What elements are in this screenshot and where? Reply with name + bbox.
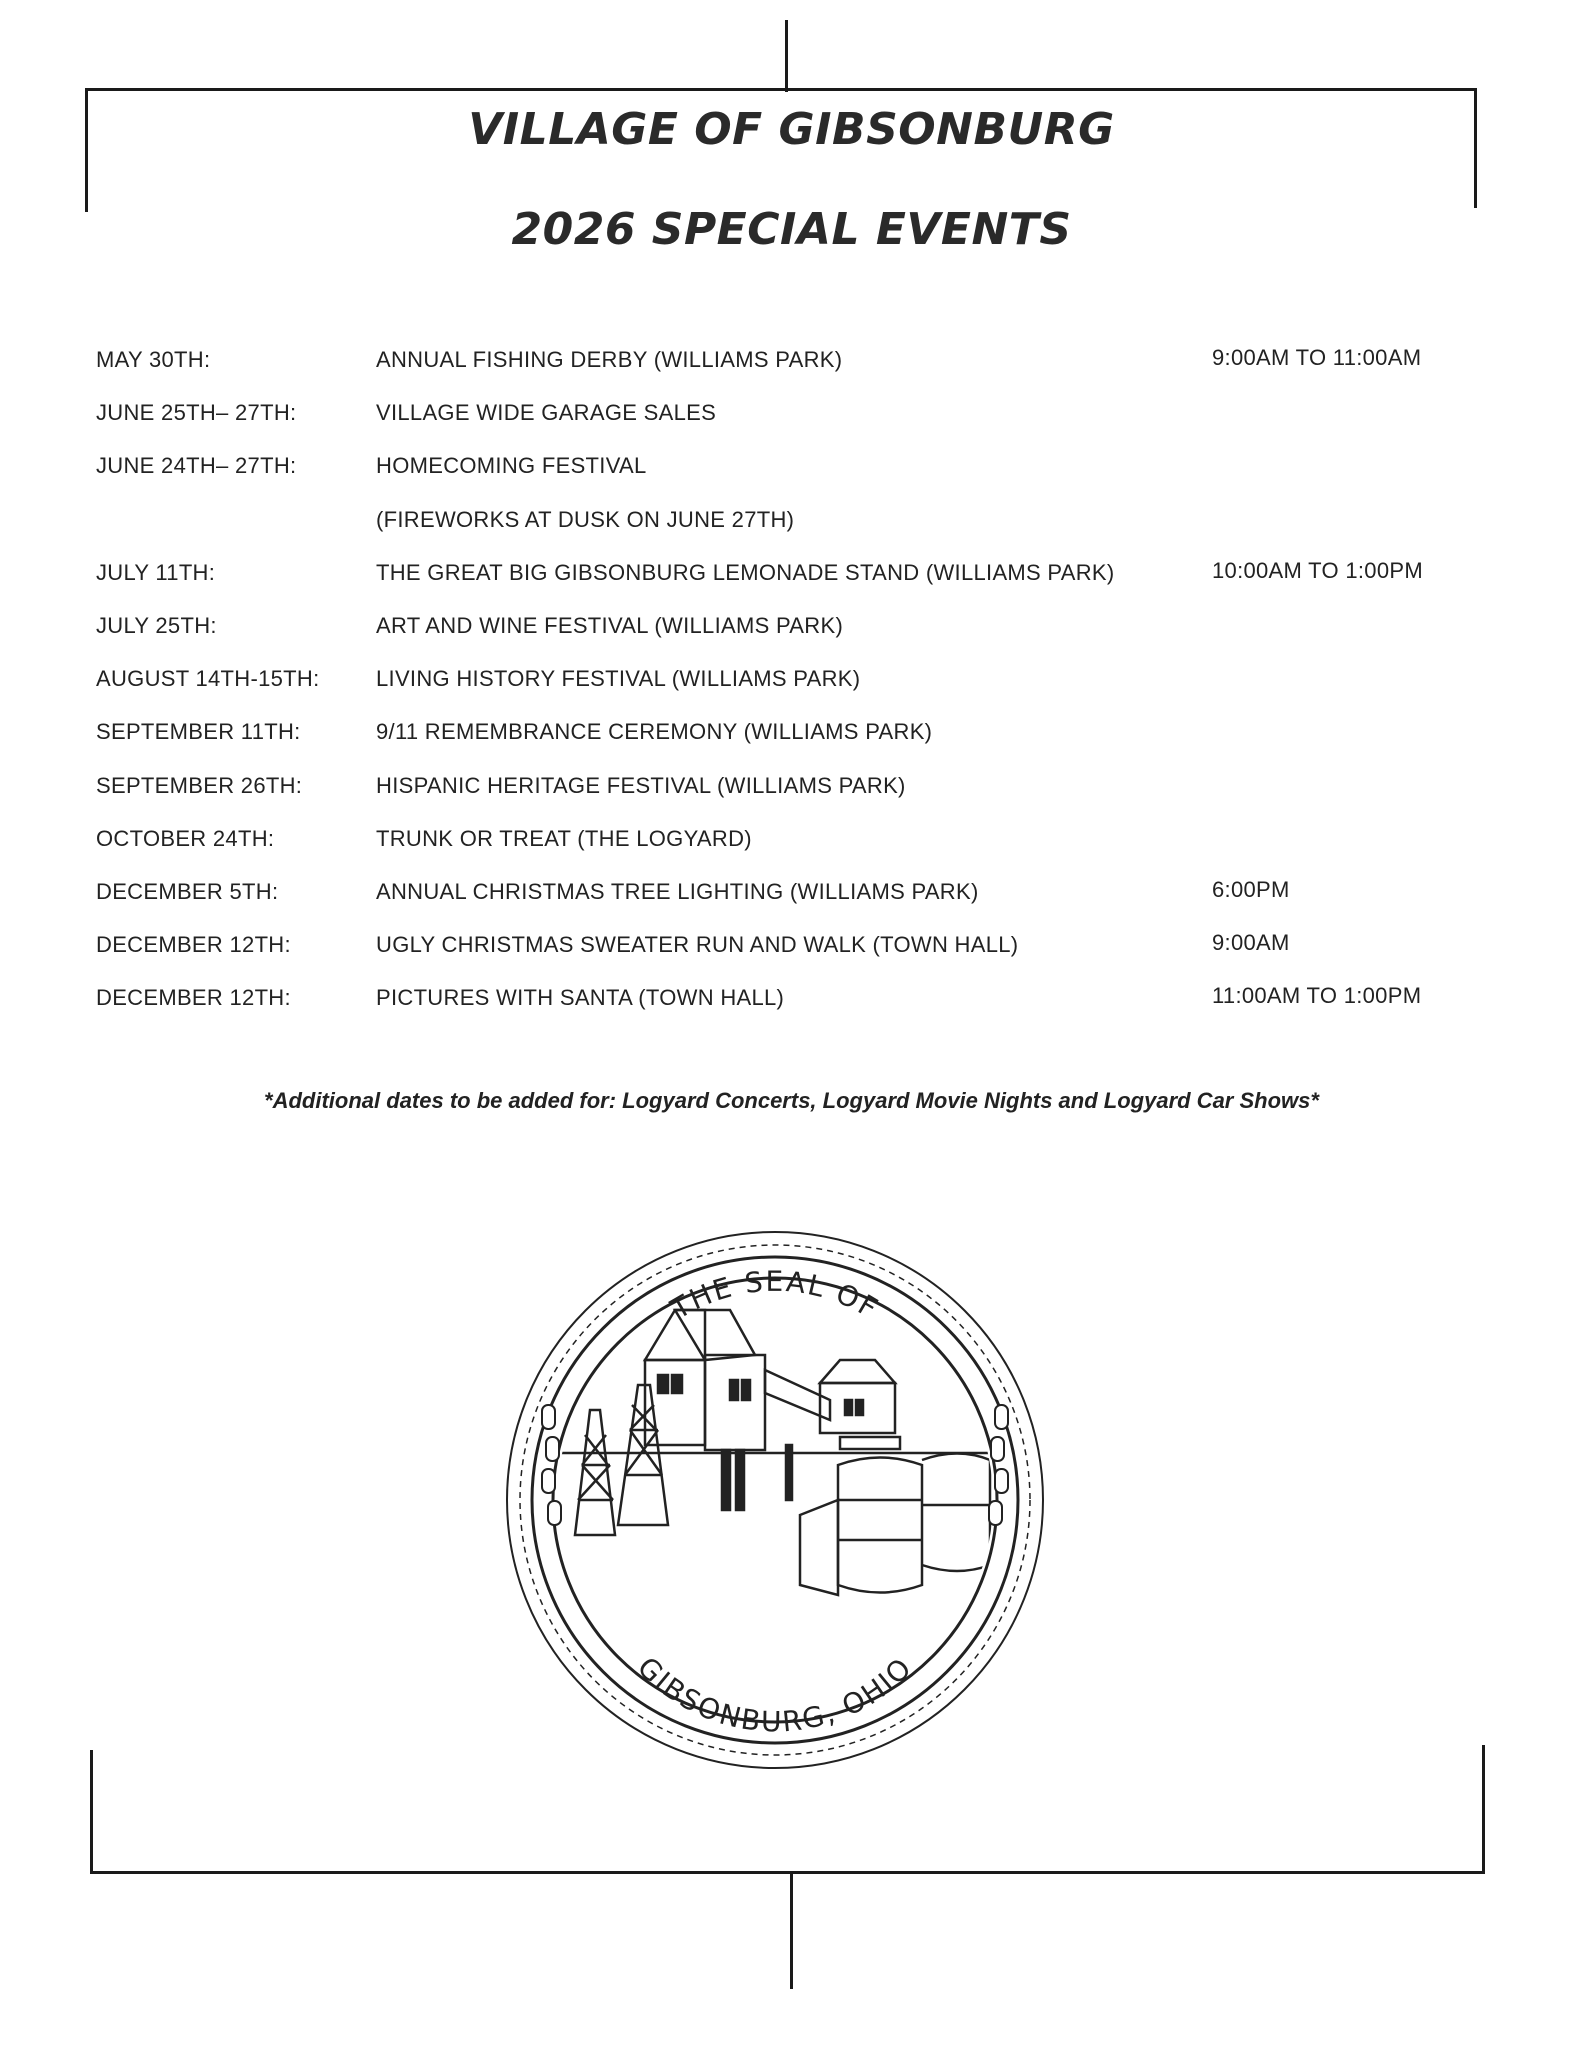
seal-top-text: THE SEAL OF	[665, 1264, 885, 1326]
event-date: SEPTEMBER 26TH:	[96, 773, 303, 798]
event-date: DECEMBER 5TH:	[96, 879, 279, 904]
event-name: PICTURES WITH SANTA (TOWN HALL)	[376, 985, 785, 1010]
event-time: 10:00AM TO 1:00PM	[1212, 558, 1423, 583]
event-name: LIVING HISTORY FESTIVAL (WILLIAMS PARK)	[376, 666, 861, 691]
bottom-bracket-stem	[790, 1871, 793, 1989]
event-name: HISPANIC HERITAGE FESTIVAL (WILLIAMS PARK)	[376, 773, 906, 798]
event-time: 9:00AM	[1212, 930, 1290, 955]
event-name: 9/11 REMEMBRANCE CEREMONY (WILLIAMS PARK)	[376, 719, 933, 744]
event-name: HOMECOMING FESTIVAL	[376, 453, 647, 478]
event-date: JULY 11TH:	[96, 560, 216, 585]
event-date: DECEMBER 12TH:	[96, 932, 291, 957]
event-name: (FIREWORKS AT DUSK ON JUNE 27TH)	[376, 507, 795, 532]
event-name: ANNUAL CHRISTMAS TREE LIGHTING (WILLIAMS PARK)	[376, 879, 979, 904]
additional-dates-note: *Additional dates to be added for: Logyard Concerts, Logyard Movie Nights and Logyard Car Shows*	[264, 1088, 1319, 1113]
village-seal	[490, 1215, 1060, 1785]
event-name: ART AND WINE FESTIVAL (WILLIAMS PARK)	[376, 613, 844, 638]
bottom-bracket-right-leg	[1482, 1745, 1485, 1873]
bottom-bracket-left-leg	[90, 1750, 93, 1874]
seal-bottom-text: GIBSONBURG, OHIO	[630, 1650, 920, 1739]
event-name: TRUNK OR TREAT (THE LOGYARD)	[376, 826, 752, 851]
page-subtitle: 2026 SPECIAL EVENTS	[511, 204, 1072, 255]
event-date: DECEMBER 12TH:	[96, 985, 291, 1010]
event-time: 11:00AM TO 1:00PM	[1212, 983, 1422, 1008]
event-date: JUNE 24TH– 27TH:	[96, 453, 297, 478]
event-date: SEPTEMBER 11TH:	[96, 719, 301, 744]
seal-buildings-illustration	[518, 1310, 1030, 1595]
page-title: VILLAGE OF GIBSONBURG	[468, 104, 1115, 155]
event-date: JULY 25TH:	[96, 613, 217, 638]
event-date: OCTOBER 24TH:	[96, 826, 275, 851]
event-time: 6:00PM	[1212, 877, 1290, 902]
event-date: MAY 30TH:	[96, 347, 211, 372]
event-name: UGLY CHRISTMAS SWEATER RUN AND WALK (TOWN HALL)	[376, 932, 1019, 957]
bottom-bracket-bar	[90, 1871, 1485, 1874]
event-date: JUNE 25TH– 27TH:	[96, 400, 297, 425]
event-name: THE GREAT BIG GIBSONBURG LEMONADE STAND (WILLIAMS PARK)	[376, 560, 1115, 585]
event-name: VILLAGE WIDE GARAGE SALES	[376, 400, 717, 425]
event-time: 9:00AM TO 11:00AM	[1212, 345, 1422, 370]
top-bracket-bar	[85, 88, 1477, 91]
top-bracket-stem	[785, 20, 788, 92]
event-name: ANNUAL FISHING DERBY (WILLIAMS PARK)	[376, 347, 843, 372]
event-date: AUGUST 14TH-15TH:	[96, 666, 320, 691]
